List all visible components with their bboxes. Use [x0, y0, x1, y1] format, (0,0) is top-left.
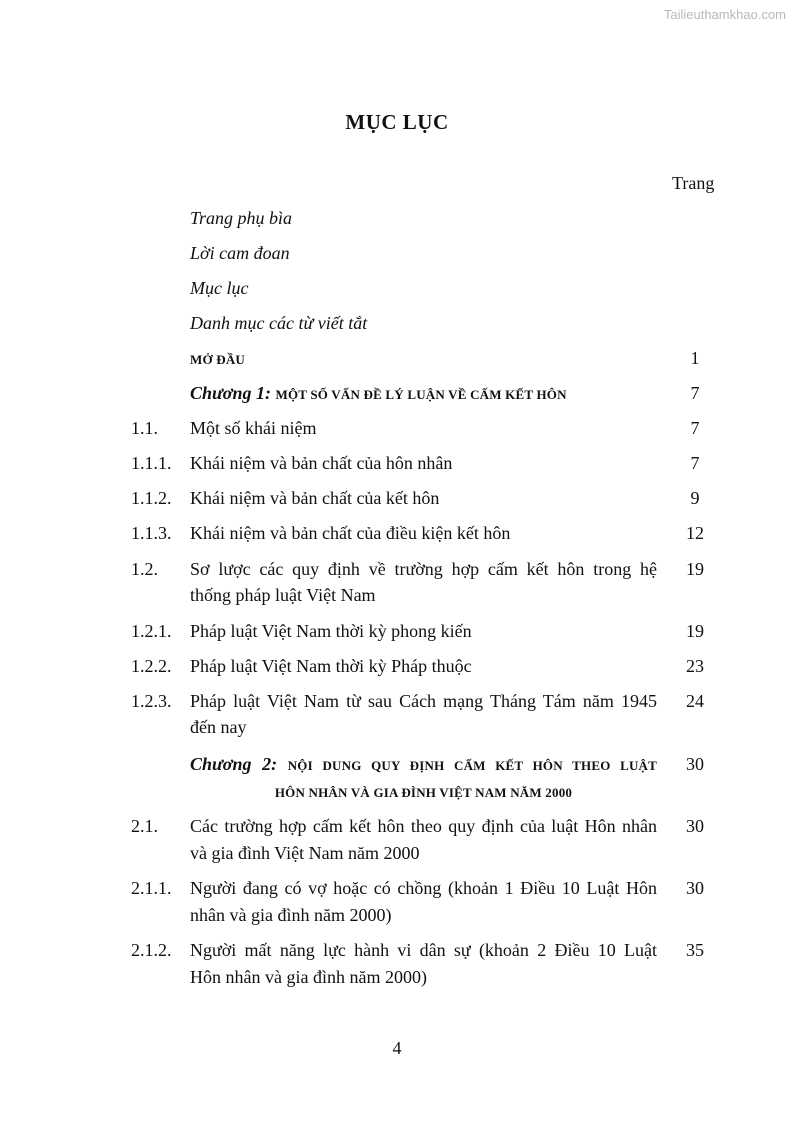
toc-entry-text: Pháp luật Việt Nam thời kỳ phong kiến — [190, 621, 472, 641]
toc-page-number: 12 — [686, 523, 704, 543]
toc-page-number: 7 — [690, 418, 700, 438]
toc-entry-text: Khái niệm và bản chất của kết hôn — [190, 488, 440, 508]
toc-intro-label: MỞ ĐẦU — [190, 352, 245, 367]
toc-page-number: 24 — [686, 691, 704, 711]
toc-entry-number: 1.1. — [131, 418, 158, 438]
toc-entry-text-line-2: Hôn nhân và gia đình năm 2000) — [190, 967, 427, 987]
toc-entry-text: Mục lục — [190, 278, 249, 298]
toc-entry-text-line-2: nhân và gia đình năm 2000) — [190, 905, 392, 925]
watermark: Tailieuthamkhao.com — [663, 7, 786, 22]
toc-page-number: 23 — [686, 656, 704, 676]
toc-entry-number: 1.2.2. — [131, 656, 172, 676]
toc-entry-text-line-1: Người mất năng lực hành vi dân sự (khoản 2 Điều 10 Luật — [190, 940, 657, 960]
toc-entry-text-line-2: và gia đình Việt Nam năm 2000 — [190, 843, 420, 863]
toc-entry-text: Khái niệm và bản chất của hôn nhân — [190, 453, 453, 473]
chapter-prefix: Chương 2: — [190, 754, 278, 774]
toc-page-number: 30 — [686, 754, 704, 774]
chapter-title-line-2: HÔN NHÂN VÀ GIA ĐÌNH VIỆT NAM NĂM 2000 — [274, 785, 573, 800]
toc-page-number: 7 — [690, 383, 700, 403]
page-title: MỤC LỤC — [345, 110, 449, 134]
toc-entry-number: 1.2.3. — [131, 691, 172, 711]
toc-entry-text: Trang phụ bìa — [190, 208, 293, 228]
toc-page-number: 19 — [686, 559, 704, 579]
toc-entry-number: 1.2.1. — [131, 621, 172, 641]
toc-page-number: 9 — [690, 488, 700, 508]
toc-entry-number: 2.1.2. — [131, 940, 172, 960]
toc-entry-number: 1.1.2. — [131, 488, 172, 508]
toc-entry-text: Một số khái niệm — [190, 418, 317, 438]
toc-entry-text-line-1: Người đang có vợ hoặc có chồng (khoản 1 Điều 10 Luật Hôn — [190, 878, 657, 898]
chapter-title: MỘT SỐ VẤN ĐỀ LÝ LUẬN VỀ CẤM KẾT HÔN — [275, 387, 567, 402]
toc-page-number: 1 — [690, 348, 700, 368]
toc-page-number: 35 — [686, 940, 704, 960]
toc-entry-text-line-1: Sơ lược các quy định về trường hợp cấm kết hôn trong hệ — [190, 559, 657, 579]
page-number: 4 — [392, 1038, 402, 1058]
toc-entry-text-line-2: đến nay — [190, 717, 247, 737]
toc-entry-text: Khái niệm và bản chất của điều kiện kết hôn — [190, 523, 511, 543]
toc-entry-text-line-1: Các trường hợp cấm kết hôn theo quy định của luật Hôn nhân — [190, 816, 657, 836]
toc-entry-number: 2.1. — [131, 816, 158, 836]
toc-entry-text: Pháp luật Việt Nam thời kỳ Pháp thuộc — [190, 656, 472, 676]
toc-entry-number: 1.1.1. — [131, 453, 172, 473]
toc-entry-number: 2.1.1. — [131, 878, 172, 898]
toc-entry-text: Lời cam đoan — [190, 243, 290, 263]
toc-entry-number: 1.2. — [131, 559, 158, 579]
chapter-title-line-1: NỘI DUNG QUY ĐỊNH CẤM KẾT HÔN THEO LUẬT — [287, 758, 657, 773]
toc-entry-text-line-1: Pháp luật Việt Nam từ sau Cách mạng Tháng Tám năm 1945 — [190, 691, 657, 711]
toc-entry-text: Danh mục các từ viết tắt — [190, 313, 368, 333]
toc-page-number: 30 — [686, 878, 704, 898]
toc-page-number: 7 — [690, 453, 700, 473]
toc-entry-number: 1.1.3. — [131, 523, 172, 543]
toc-entry-text-line-2: thống pháp luật Việt Nam — [190, 585, 376, 605]
toc-page-number: 19 — [686, 621, 704, 641]
chapter-prefix: Chương 1: — [190, 383, 271, 403]
page-column-header: Trang — [672, 173, 715, 193]
toc-page-number: 30 — [686, 816, 704, 836]
